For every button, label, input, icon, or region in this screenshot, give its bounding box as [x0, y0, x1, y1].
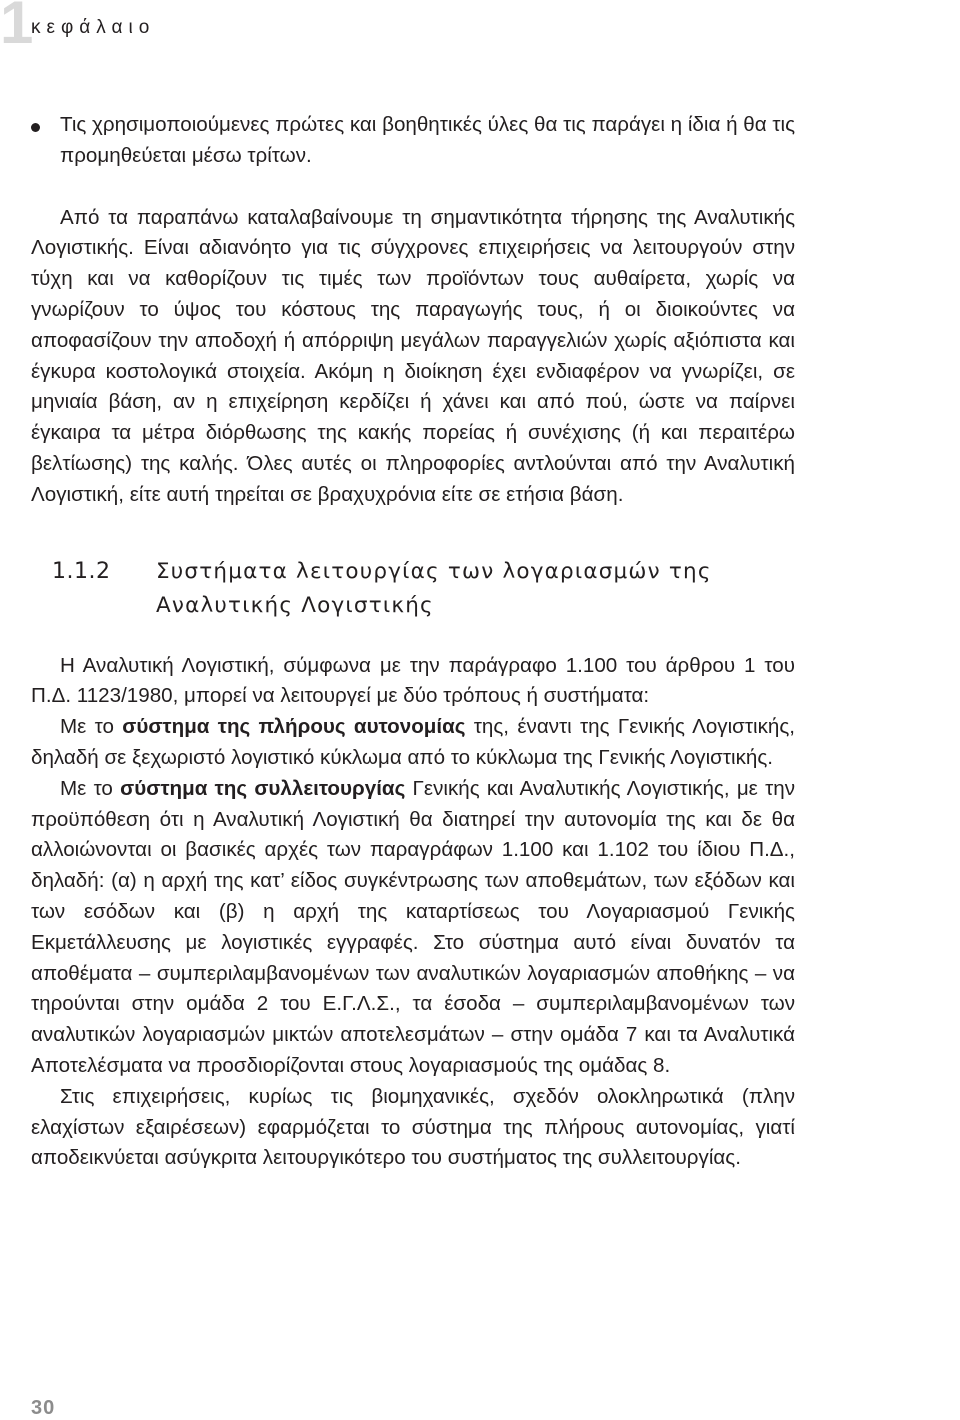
paragraph-co-operation-suffix: Γενικής και Αναλυτικής Λογιστικής, με την προϋπόθεση ότι η Αναλυτική Λογιστική θα διατηρεί την αυτονομία της και δε θα αλλοιώνονται οι βασικές αρχές των παραγράφων 1.100 και 1.102 του ίδιου Π.Δ., δηλαδή: (α) η αρχή της κατ’ είδος συγκέντρωσης των αποθεμάτων, των εξόδων και των εσόδων και (β) η αρχή της καταρτίσεως του Λογαριασμού Γενικής Εκμετάλλευσης με λογιστικές εγγραφές. Στο σύστημα αυτό είναι δυνατόν τα αποθέματα – συμπεριλαμβανομένων των αναλυτικών λογαριασμών αποθήκης – να τηρούνται στην ομάδα 2 του Ε.Γ.Λ.Σ., τα έσοδα – συμπεριλαμβανομένων των αναλυτικών λογαριασμών μικτών αποτελεσμάτων – στην ομάδα 7 και τα Αναλυτικά Αποτελέσματα να προσδιορίζονται στους λογαριασμούς της ομάδας 8.: [31, 776, 796, 1077]
paragraph-co-operation: [31, 774, 795, 1082]
section-title-line-2: Αναλυτικής Λογιστικής: [156, 592, 434, 618]
bullet-dot-icon: [31, 123, 40, 132]
paragraph-systems-intro: Η Αναλυτική Λογιστική, σύμφωνα με την παράγραφο 1.100 του άρθρου 1 του Π.Δ. 1123/1980, μπορεί να λειτουργεί με δύο τρόπους ή συστήματα:: [31, 653, 795, 708]
term-co-operation: σύστημα της συλλειτουργίας: [120, 776, 406, 800]
chapter-label: κεφάλαιο: [31, 17, 156, 38]
paragraph-importance: Από τα παραπάνω καταλαβαίνουμε τη σημαντικότητα τήρησης της Αναλυτικής Λογιστικής. Είναι αδιανόητο για τις σύγχρονες επιχειρήσεις να λειτουργούν στην τύχη και να καθορίζουν τις τιμές των προϊόντων τους αυθαίρετα, χωρίς να γνωρίζουν το ύψος του κόστους της παραγωγής τους, ή οι διοικούντες να αποφασίζουν την αποδοχή ή απόρριψη μεγάλων παραγγελιών χωρίς αξιόπιστα και έγκυρα κοστολογικά στοιχεία. Ακόμη η διοίκηση έχει ενδιαφέρον να γνωρίζει, σε μηνιαία βάση, αν η επιχείρηση κερδίζει ή χάνει και από πού, ώστε να παίρνει έγκαιρα τα μέτρα διόρθωσης της κακής πορείας ή συνέχισης (ή και περαιτέρω βελτίωσης) της καλής. Όλες αυτές οι πληροφορίες αντλούνται από την Αναλυτική Λογιστική, είτε αυτή τηρείται σε βραχυχρόνια είτε σε ετήσια βάση.: [31, 205, 795, 506]
term-full-autonomy: σύστημα της πλήρους αυτονομίας: [122, 715, 466, 739]
paragraph-industrial-practice: Στις επιχειρήσεις, κυρίως τις βιομηχανικές, σχεδόν ολοκληρωτικά (πλην ελαχίστων εξαιρέσεων) εφαρμόζεται το σύστημα της πλήρους αυτονομίας, γιατί αποδεικνύεται ασύγκριτα λειτουργικότερο του συστήματος της συλλειτουργίας.: [31, 1084, 795, 1170]
chapter-number: 1: [0, 0, 34, 56]
paragraph-co-operation-prefix: Με το: [60, 776, 121, 800]
paragraph-full-autonomy-prefix: Με το: [60, 715, 123, 739]
page-number: 30: [31, 1397, 56, 1419]
bullet-text: Τις χρησιμοποιούμενες πρώτες και βοηθητικές ύλες θα τις παράγει η ίδια ή θα τις προμηθεύεται μέσω τρίτων.: [60, 113, 795, 167]
bullet-item: [31, 110, 795, 172]
page-header: [0, 0, 300, 56]
body-text: [31, 110, 795, 1174]
paragraph-full-autonomy: [31, 712, 795, 774]
paragraph-full-autonomy-suffix: της, έναντι της Γενικής Λογιστικής, δηλαδή σε ξεχωριστό λογιστικό κύκλωμα από το κύκλωμα της Γενικής Λογιστικής.: [31, 715, 796, 769]
section-number: 1.1.2: [52, 558, 111, 584]
section-heading: [31, 555, 795, 623]
section-title-line-1: Συστήματα λειτουργίας των λογαριασμών της: [156, 558, 712, 584]
